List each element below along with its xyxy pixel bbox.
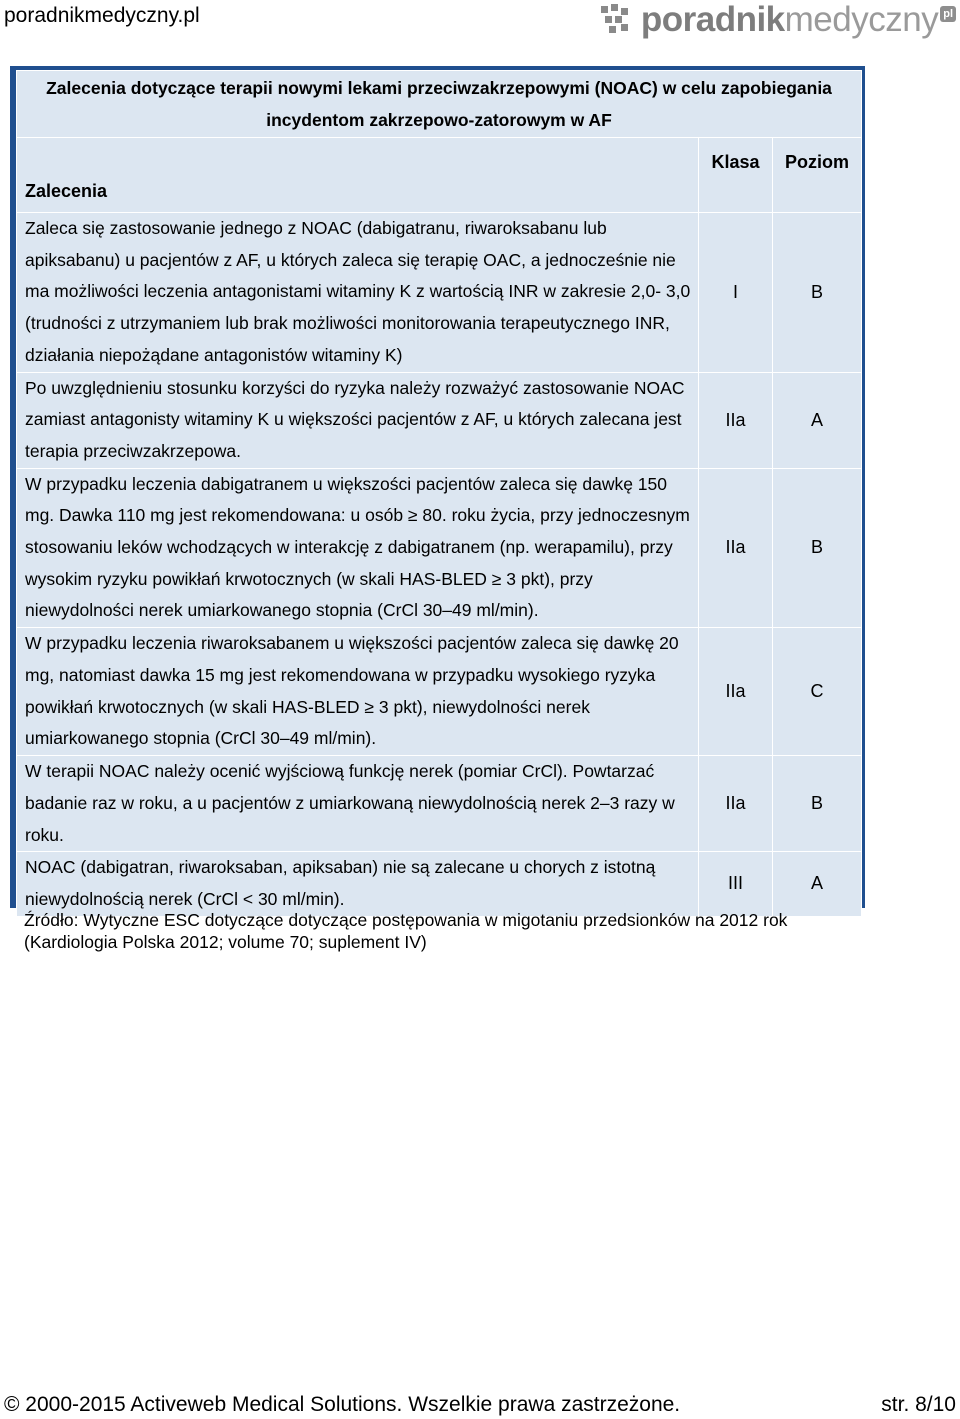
logo-text-bold: poradnik [640,0,785,39]
level-value: B [773,468,862,628]
recommendation-text: NOAC (dabigatran, riwaroksaban, apiksaban) nie są zalecane u chorych z istotną niewydolnością nerek (CrCl < 30 ml/min). [17,852,699,916]
recommendation-text: Zaleca się zastosowanie jednego z NOAC (dabigatranu, riwaroksabanu lub apiksabanu) u pacjentów z AF, u których zaleca się terapię OAC, a jednocześnie nie ma możliwości leczenia antagonistami witaminy K z wartością INR w zakresie 2,0- 3,0 (trudności z utrzymaniem lub brak możliwości monitorowania terapeutycznego INR, działania niepożądane antagonistów witaminy K) [17,213,699,373]
level-value: C [773,628,862,756]
table-title: Zalecenia dotyczące terapii nowymi lekami przeciwzakrzepowymi (NOAC) w celu zapobiegania incydentom zakrzepowo-zatorowym w AF [17,71,862,138]
table-row [17,372,862,468]
logo-text-normal: medyczny [784,0,939,39]
level-value: A [773,372,862,468]
table-header-row [17,138,862,213]
column-header-recommendation: Zalecenia [17,138,699,213]
recommendation-text: W przypadku leczenia riwaroksabanem u większości pacjentów zaleca się dawkę 20 mg, natomiast dawka 15 mg jest rekomendowana w przypadku wysokiego ryzyka powikłań krwotocznych (w skali HAS-BLED ≥ 3 pkt), niewydolności nerek umiarkowanego stopnia (CrCl 30–49 ml/min). [17,628,699,756]
table-row [17,468,862,628]
logo-dots-icon [597,2,637,38]
class-value: IIa [699,468,773,628]
recommendations-table-frame [10,66,865,908]
class-value: IIa [699,372,773,468]
table-row [17,213,862,373]
level-value: B [773,756,862,852]
table-row [17,852,862,916]
recommendation-text: W przypadku leczenia dabigatranem u większości pacjentów zaleca się dawkę 150 mg. Dawka 110 mg jest rekomendowana: u osób ≥ 80. roku życia, przy jednoczesnym stosowaniu leków wchodzących w interakcję z dabigatranem (np. werapamilu), przy wysokim ryzyku powikłań krwotocznych (w skali HAS-BLED ≥ 3 pkt), przy niewydolności nerek umiarkowanego stopnia (CrCl 30–49 ml/min). [17,468,699,628]
source-note: Źródło: Wytyczne ESC dotyczące dotyczące postępowania w migotaniu przedsionków na 2012 rok (Kardiologia Polska 2012; volume 70; suplement IV) [24,910,788,952]
site-url[interactable]: poradnikmedyczny.pl [4,4,200,27]
table-row [17,756,862,852]
recommendations-table [16,70,862,917]
column-header-class: Klasa [699,138,773,213]
class-value: IIa [699,756,773,852]
page-number: str. 8/10 [881,1393,956,1416]
recommendation-text: W terapii NOAC należy ocenić wyjściową funkcję nerek (pomiar CrCl). Powtarzać badanie raz w roku, a u pacjentów z umiarkowaną niewydolnością nerek 2–3 razy w roku. [17,756,699,852]
footer-copyright: © 2000-2015 Activeweb Medical Solutions. Wszelkie prawa zastrzeżone. [4,1393,681,1416]
column-header-level: Poziom [773,138,862,213]
recommendation-text: Po uwzględnieniu stosunku korzyści do ryzyka należy rozważyć zastosowanie NOAC zamiast antagonisty witaminy K u większości pacjentów z AF, u których zalecana jest terapia przeciwzakrzepowa. [17,372,699,468]
table-row [17,628,862,756]
logo-badge: pl [940,6,956,22]
level-value: B [773,213,862,373]
site-logo[interactable] [597,0,956,40]
table-title-row [17,71,862,138]
class-value: I [699,213,773,373]
level-value: A [773,852,862,916]
class-value: IIa [699,628,773,756]
class-value: III [699,852,773,916]
